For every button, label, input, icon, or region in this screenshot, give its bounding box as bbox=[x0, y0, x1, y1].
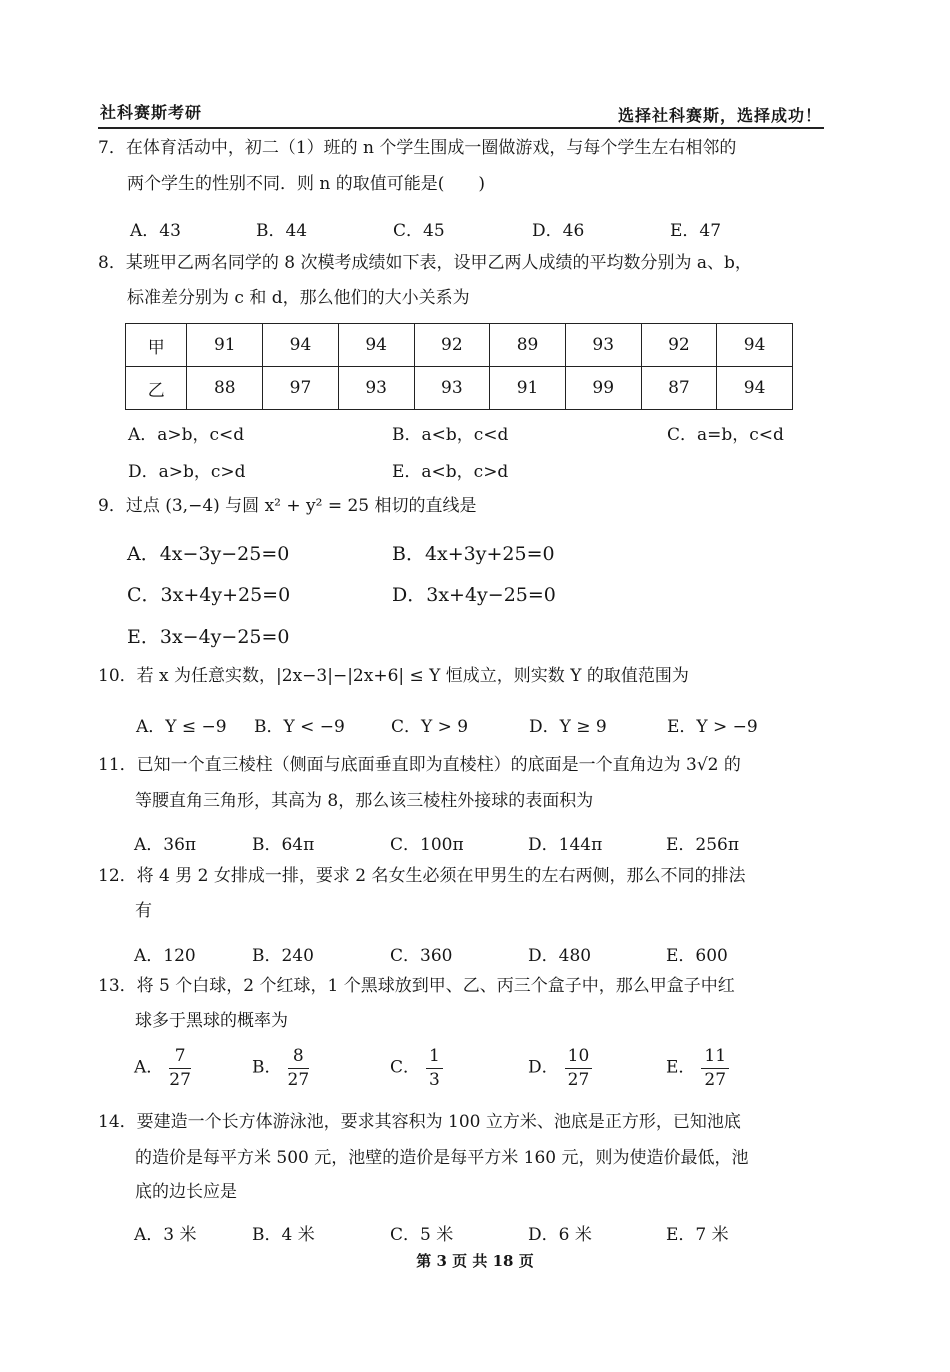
table-cell: 94 bbox=[717, 324, 793, 367]
question-8-line-1: 8．某班甲乙两名同学的 8 次模考成绩如下表，设甲乙两人成绩的平均数分别为 a、b， bbox=[98, 253, 752, 273]
question-14-options bbox=[130, 1220, 830, 1244]
question-11-options bbox=[130, 830, 830, 854]
question-9-line-1: 9．过点 (3,−4) 与圆 x² + y² = 25 相切的直线是 bbox=[98, 496, 477, 516]
fraction-denominator: 27 bbox=[704, 1069, 727, 1090]
fraction-denominator: 27 bbox=[287, 1069, 310, 1090]
table-cell: 94 bbox=[338, 324, 414, 367]
table-cell: 88 bbox=[187, 367, 263, 410]
option-label: E． bbox=[666, 1057, 696, 1078]
question-11-line-1: 11．已知一个直三棱柱（侧面与底面垂直即为直棱柱）的底面是一个直角边为 3√2 的 bbox=[98, 755, 741, 775]
question-8-option-e: E．a<b，c>d bbox=[392, 462, 509, 482]
question-9-option-e: E．3x−4y−25=0 bbox=[127, 626, 290, 648]
question-8-option-a: A．a>b，c<d bbox=[128, 425, 245, 445]
option-label: D． bbox=[528, 1057, 559, 1078]
question-12-option-a: A．120 bbox=[134, 946, 196, 966]
table-cell: 99 bbox=[565, 367, 641, 410]
question-9-option-d: D．3x+4y−25=0 bbox=[392, 584, 556, 606]
question-10-option-e: E．Y > −9 bbox=[667, 717, 758, 737]
table-cell: 甲 bbox=[126, 324, 187, 367]
table-cell: 94 bbox=[263, 324, 339, 367]
question-13-line-2: 球多于黑球的概率为 bbox=[135, 1011, 288, 1031]
question-9-options-row-3 bbox=[127, 622, 830, 648]
question-13-option-e bbox=[666, 1047, 729, 1089]
table-cell: 93 bbox=[565, 324, 641, 367]
question-13-option-a bbox=[134, 1047, 191, 1089]
question-12-options bbox=[130, 941, 830, 965]
table-row bbox=[126, 367, 793, 410]
question-8-options-row-1 bbox=[130, 420, 830, 444]
table-cell: 91 bbox=[187, 324, 263, 367]
question-12-line-2: 有 bbox=[135, 901, 152, 921]
table-cell: 乙 bbox=[126, 367, 187, 410]
table-cell: 89 bbox=[490, 324, 566, 367]
fraction-denominator: 27 bbox=[567, 1069, 590, 1090]
question-10-option-c: C．Y > 9 bbox=[391, 717, 469, 737]
question-13-option-d bbox=[528, 1047, 592, 1089]
table-cell: 87 bbox=[641, 367, 717, 410]
fraction-numerator: 7 bbox=[169, 1047, 191, 1069]
question-11-option-b: B．64π bbox=[252, 835, 315, 855]
question-10-options bbox=[130, 712, 830, 736]
fraction bbox=[288, 1047, 310, 1089]
question-12-line-1: 12．将 4 男 2 女排成一排，要求 2 名女生必须在甲男生的左右两侧，那么不同的排法 bbox=[98, 866, 746, 886]
question-12-option-e: E．600 bbox=[666, 946, 728, 966]
question-13-option-c bbox=[390, 1047, 443, 1089]
question-11-option-d: D．144π bbox=[528, 835, 603, 855]
fraction-numerator: 1 bbox=[426, 1047, 443, 1069]
question-9-options-row-2 bbox=[127, 580, 830, 606]
question-9-option-a: A．4x−3y−25=0 bbox=[127, 543, 290, 565]
fraction-numerator: 10 bbox=[565, 1047, 593, 1069]
question-8-option-b: B．a<b，c<d bbox=[392, 425, 509, 445]
question-7-option-a: A．43 bbox=[130, 221, 181, 241]
table-cell: 93 bbox=[414, 367, 490, 410]
table-cell: 92 bbox=[414, 324, 490, 367]
question-11-option-c: C．100π bbox=[390, 835, 464, 855]
question-10-option-a: A．Y ≤ −9 bbox=[136, 717, 227, 737]
table-cell: 94 bbox=[717, 367, 793, 410]
question-11-option-a: A．36π bbox=[134, 835, 197, 855]
question-13-line-1: 13．将 5 个白球，2 个红球，1 个黑球放到甲、乙、丙三个盒子中，那么甲盒子中红 bbox=[98, 976, 735, 996]
fraction bbox=[565, 1047, 593, 1089]
header-brand: 社科赛斯考研 bbox=[100, 103, 203, 122]
table-cell: 97 bbox=[263, 367, 339, 410]
question-10-option-b: B．Y < −9 bbox=[254, 717, 345, 737]
question-9-option-b: B．4x+3y+25=0 bbox=[392, 543, 555, 565]
question-8-options-row-2 bbox=[130, 457, 830, 481]
option-label: A． bbox=[134, 1057, 164, 1078]
fraction-denominator: 3 bbox=[429, 1069, 440, 1090]
question-7-options bbox=[130, 216, 830, 240]
question-8-option-c: C．a=b，c<d bbox=[667, 425, 784, 445]
question-14-option-e: E．7 米 bbox=[666, 1225, 729, 1245]
fraction-numerator: 11 bbox=[701, 1047, 729, 1069]
table-cell: 93 bbox=[338, 367, 414, 410]
question-14-option-b: B．4 米 bbox=[252, 1225, 315, 1245]
question-9-options-row-1 bbox=[127, 539, 830, 565]
question-14-option-d: D．6 米 bbox=[528, 1225, 592, 1245]
header-slogan: 选择社科赛斯，选择成功！ bbox=[617, 106, 822, 125]
table-cell: 92 bbox=[641, 324, 717, 367]
option-label: B． bbox=[252, 1057, 282, 1078]
question-10-option-d: D．Y ≥ 9 bbox=[529, 717, 607, 737]
fraction-denominator: 27 bbox=[169, 1069, 191, 1090]
question-13-option-b bbox=[252, 1047, 309, 1089]
question-14-line-3: 底的边长应是 bbox=[135, 1182, 237, 1202]
question-7-line-2: 两个学生的性别不同．则 n 的取值可能是( ) bbox=[127, 174, 486, 194]
option-label: C． bbox=[390, 1057, 421, 1078]
question-14-line-2: 的造价是每平方米 500 元，池壁的造价是每平方米 160 元，则为使造价最低，池 bbox=[135, 1148, 749, 1168]
question-12-option-c: C．360 bbox=[390, 946, 453, 966]
header-divider bbox=[98, 127, 824, 129]
question-14-option-a: A．3 米 bbox=[134, 1225, 197, 1245]
fraction-numerator: 8 bbox=[288, 1047, 310, 1069]
question-8-option-d: D．a>b，c>d bbox=[128, 462, 246, 482]
question-9-option-c: C．3x+4y+25=0 bbox=[127, 584, 291, 606]
question-7-option-e: E．47 bbox=[670, 221, 722, 241]
score-table bbox=[125, 323, 793, 410]
question-7-line-1: 7．在体育活动中，初二（1）班的 n 个学生围成一圈做游戏，与每个学生左右相邻的 bbox=[98, 138, 737, 158]
question-11-line-2: 等腰直角三角形，其高为 8，那么该三棱柱外接球的表面积为 bbox=[135, 791, 594, 811]
question-14-option-c: C．5 米 bbox=[390, 1225, 454, 1245]
question-12-option-d: D．480 bbox=[528, 946, 592, 966]
question-7-option-d: D．46 bbox=[532, 221, 585, 241]
question-11-option-e: E．256π bbox=[666, 835, 740, 855]
question-12-option-b: B．240 bbox=[252, 946, 314, 966]
question-10-line-1: 10．若 x 为任意实数，|2x−3|−|2x+6| ≤ Y 恒成立，则实数 Y 的取值范围为 bbox=[98, 666, 689, 686]
table-row bbox=[126, 324, 793, 367]
question-8-line-2: 标准差分别为 c 和 d，那么他们的大小关系为 bbox=[127, 288, 470, 308]
question-13-options bbox=[130, 1047, 830, 1097]
page-number: 第 3 页 共 18 页 bbox=[416, 1252, 534, 1270]
question-14-line-1: 14．要建造一个长方体游泳池，要求其容积为 100 立方米、池底是正方形，已知池底 bbox=[98, 1112, 741, 1132]
fraction bbox=[169, 1047, 191, 1089]
question-7-option-c: C．45 bbox=[393, 221, 445, 241]
question-7-option-b: B．44 bbox=[256, 221, 308, 241]
fraction bbox=[701, 1047, 729, 1089]
table-cell: 91 bbox=[490, 367, 566, 410]
fraction bbox=[426, 1047, 443, 1089]
